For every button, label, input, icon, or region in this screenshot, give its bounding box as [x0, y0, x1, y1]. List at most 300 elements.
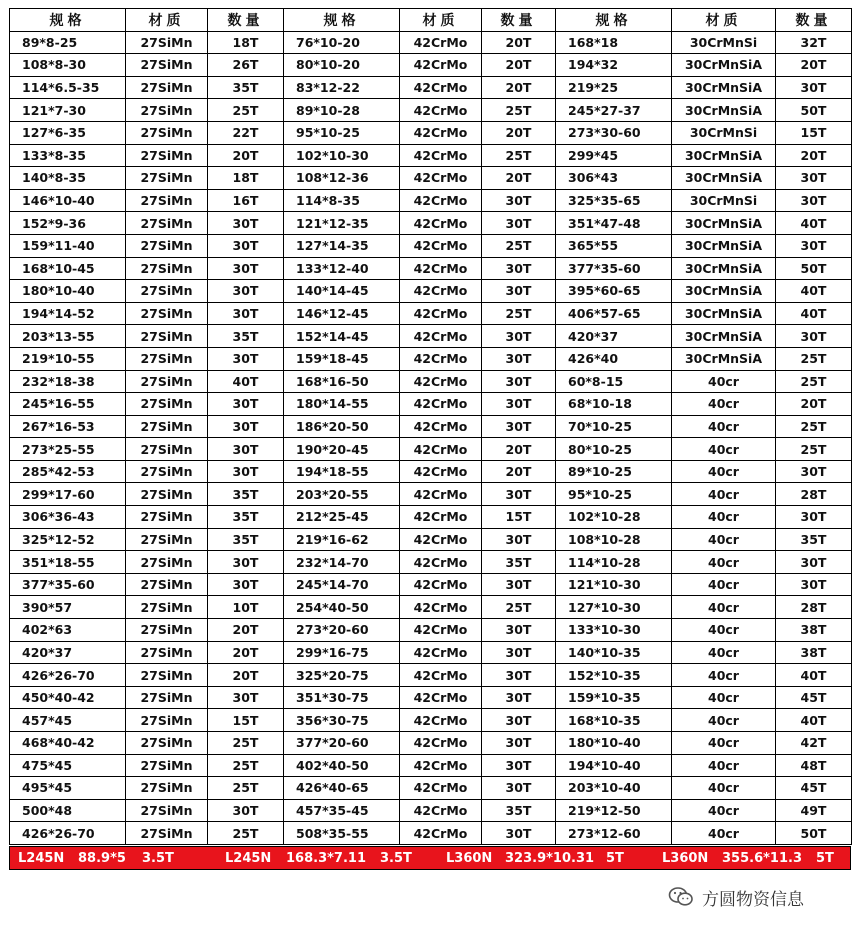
- footer-qty: 5T: [606, 851, 624, 866]
- cell-material: 40cr: [672, 641, 776, 664]
- header-spec: 规格: [556, 9, 672, 32]
- cell-quantity: 20T: [482, 121, 556, 144]
- cell-material: 30CrMnSiA: [672, 325, 776, 348]
- cell-quantity: 30T: [208, 799, 284, 822]
- cell-quantity: 30T: [208, 686, 284, 709]
- cell-material: 27SiMn: [126, 257, 208, 280]
- cell-quantity: 15T: [776, 121, 852, 144]
- cell-material: 40cr: [672, 551, 776, 574]
- cell-spec: 70*10-25: [556, 415, 672, 438]
- cell-spec: 102*10-30: [284, 144, 400, 167]
- cell-quantity: 30T: [482, 709, 556, 732]
- cell-quantity: 20T: [776, 54, 852, 77]
- cell-quantity: 50T: [776, 257, 852, 280]
- cell-material: 42CrMo: [400, 99, 482, 122]
- cell-spec: 351*47-48: [556, 212, 672, 235]
- cell-material: 27SiMn: [126, 709, 208, 732]
- cell-spec: 180*10-40: [10, 280, 126, 303]
- header-material: 材质: [672, 9, 776, 32]
- cell-quantity: 20T: [482, 31, 556, 54]
- table-row: [10, 189, 852, 212]
- cell-material: 42CrMo: [400, 664, 482, 687]
- cell-spec: 390*57: [10, 596, 126, 619]
- cell-quantity: 25T: [482, 144, 556, 167]
- cell-material: 27SiMn: [126, 325, 208, 348]
- cell-quantity: 38T: [776, 641, 852, 664]
- cell-material: 27SiMn: [126, 641, 208, 664]
- table-row: [10, 212, 852, 235]
- cell-material: 42CrMo: [400, 596, 482, 619]
- cell-material: 42CrMo: [400, 370, 482, 393]
- cell-material: 42CrMo: [400, 573, 482, 596]
- cell-spec: 168*10-35: [556, 709, 672, 732]
- cell-spec: 232*14-70: [284, 551, 400, 574]
- cell-spec: 267*16-53: [10, 415, 126, 438]
- cell-quantity: 18T: [208, 167, 284, 190]
- cell-spec: 273*12-60: [556, 822, 672, 845]
- cell-quantity: 35T: [776, 528, 852, 551]
- cell-spec: 89*10-28: [284, 99, 400, 122]
- cell-quantity: 30T: [482, 370, 556, 393]
- cell-spec: 127*6-35: [10, 121, 126, 144]
- cell-material: 40cr: [672, 415, 776, 438]
- table-row: [10, 799, 852, 822]
- cell-material: 27SiMn: [126, 506, 208, 529]
- cell-quantity: 30T: [482, 686, 556, 709]
- cell-spec: 426*40-65: [284, 777, 400, 800]
- cell-material: 42CrMo: [400, 551, 482, 574]
- cell-material: 42CrMo: [400, 686, 482, 709]
- cell-material: 27SiMn: [126, 121, 208, 144]
- footer-qty: 3.5T: [142, 851, 174, 866]
- cell-quantity: 35T: [208, 76, 284, 99]
- cell-quantity: 15T: [482, 506, 556, 529]
- footer-spec: 323.9*10.31: [505, 851, 595, 866]
- cell-material: 40cr: [672, 370, 776, 393]
- cell-spec: 325*35-65: [556, 189, 672, 212]
- table-row: [10, 347, 852, 370]
- cell-material: 30CrMnSi: [672, 31, 776, 54]
- cell-material: 40cr: [672, 438, 776, 461]
- cell-quantity: 25T: [208, 777, 284, 800]
- footer-grade: L245N: [225, 851, 272, 866]
- cell-spec: 108*8-30: [10, 54, 126, 77]
- cell-quantity: 15T: [208, 709, 284, 732]
- cell-spec: 219*25: [556, 76, 672, 99]
- cell-spec: 68*10-18: [556, 393, 672, 416]
- table-row: [10, 506, 852, 529]
- cell-quantity: 20T: [482, 54, 556, 77]
- cell-quantity: 25T: [482, 234, 556, 257]
- cell-quantity: 20T: [482, 76, 556, 99]
- cell-quantity: 35T: [208, 528, 284, 551]
- cell-spec: 402*40-50: [284, 754, 400, 777]
- cell-spec: 426*40: [556, 347, 672, 370]
- cell-quantity: 25T: [776, 370, 852, 393]
- cell-material: 42CrMo: [400, 528, 482, 551]
- cell-quantity: 25T: [208, 822, 284, 845]
- cell-quantity: 30T: [208, 551, 284, 574]
- cell-quantity: 30T: [482, 754, 556, 777]
- cell-material: 30CrMnSiA: [672, 167, 776, 190]
- cell-material: 42CrMo: [400, 76, 482, 99]
- cell-spec: 159*10-35: [556, 686, 672, 709]
- cell-spec: 133*8-35: [10, 144, 126, 167]
- cell-spec: 127*10-30: [556, 596, 672, 619]
- cell-material: 42CrMo: [400, 415, 482, 438]
- cell-quantity: 30T: [482, 641, 556, 664]
- cell-spec: 102*10-28: [556, 506, 672, 529]
- watermark: [668, 884, 804, 910]
- cell-quantity: 20T: [482, 460, 556, 483]
- cell-spec: 194*10-40: [556, 754, 672, 777]
- cell-spec: 377*35-60: [10, 573, 126, 596]
- cell-quantity: 30T: [482, 280, 556, 303]
- table-row: [10, 664, 852, 687]
- cell-quantity: 10T: [208, 596, 284, 619]
- cell-material: 27SiMn: [126, 460, 208, 483]
- cell-spec: 83*12-22: [284, 76, 400, 99]
- cell-spec: 140*14-45: [284, 280, 400, 303]
- cell-material: 30CrMnSi: [672, 189, 776, 212]
- cell-quantity: 20T: [482, 167, 556, 190]
- cell-material: 40cr: [672, 483, 776, 506]
- cell-quantity: 45T: [776, 777, 852, 800]
- cell-quantity: 30T: [482, 732, 556, 755]
- cell-quantity: 30T: [776, 76, 852, 99]
- footer-grade: L360N: [662, 851, 709, 866]
- cell-material: 27SiMn: [126, 347, 208, 370]
- cell-material: 27SiMn: [126, 212, 208, 235]
- cell-material: 42CrMo: [400, 754, 482, 777]
- table-row: [10, 777, 852, 800]
- cell-quantity: 30T: [482, 189, 556, 212]
- cell-material: 42CrMo: [400, 506, 482, 529]
- cell-material: 27SiMn: [126, 76, 208, 99]
- cell-quantity: 20T: [208, 664, 284, 687]
- cell-material: 42CrMo: [400, 799, 482, 822]
- cell-spec: 245*16-55: [10, 393, 126, 416]
- cell-quantity: 30T: [208, 415, 284, 438]
- footer-spec: 355.6*11.3: [722, 851, 802, 866]
- cell-spec: 108*10-28: [556, 528, 672, 551]
- cell-quantity: 30T: [208, 573, 284, 596]
- table-row: [10, 76, 852, 99]
- cell-quantity: 30T: [776, 460, 852, 483]
- cell-material: 27SiMn: [126, 234, 208, 257]
- cell-quantity: 38T: [776, 619, 852, 642]
- header-row: [10, 9, 852, 32]
- cell-spec: 219*12-50: [556, 799, 672, 822]
- cell-quantity: 30T: [482, 573, 556, 596]
- cell-spec: 194*32: [556, 54, 672, 77]
- table-body: [10, 31, 852, 844]
- cell-spec: 152*10-35: [556, 664, 672, 687]
- table-row: [10, 709, 852, 732]
- cell-spec: 402*63: [10, 619, 126, 642]
- cell-material: 30CrMnSiA: [672, 99, 776, 122]
- cell-material: 42CrMo: [400, 777, 482, 800]
- cell-quantity: 18T: [208, 31, 284, 54]
- cell-spec: 306*36-43: [10, 506, 126, 529]
- footer-highlight-bar: [9, 846, 851, 870]
- cell-material: 40cr: [672, 709, 776, 732]
- cell-material: 30CrMnSiA: [672, 76, 776, 99]
- cell-quantity: 25T: [482, 99, 556, 122]
- cell-material: 40cr: [672, 460, 776, 483]
- cell-quantity: 30T: [776, 234, 852, 257]
- cell-spec: 356*30-75: [284, 709, 400, 732]
- cell-quantity: 25T: [776, 347, 852, 370]
- cell-quantity: 30T: [776, 167, 852, 190]
- cell-material: 27SiMn: [126, 393, 208, 416]
- cell-quantity: 40T: [776, 664, 852, 687]
- cell-material: 30CrMnSiA: [672, 280, 776, 303]
- cell-spec: 273*20-60: [284, 619, 400, 642]
- cell-spec: 180*14-55: [284, 393, 400, 416]
- cell-spec: 468*40-42: [10, 732, 126, 755]
- cell-material: 40cr: [672, 619, 776, 642]
- cell-material: 42CrMo: [400, 212, 482, 235]
- cell-quantity: 30T: [208, 438, 284, 461]
- cell-quantity: 22T: [208, 121, 284, 144]
- cell-quantity: 30T: [482, 822, 556, 845]
- cell-spec: 254*40-50: [284, 596, 400, 619]
- cell-quantity: 20T: [208, 641, 284, 664]
- table-row: [10, 280, 852, 303]
- cell-material: 27SiMn: [126, 573, 208, 596]
- cell-quantity: 30T: [208, 460, 284, 483]
- cell-spec: 475*45: [10, 754, 126, 777]
- cell-material: 27SiMn: [126, 144, 208, 167]
- cell-material: 27SiMn: [126, 754, 208, 777]
- cell-spec: 80*10-20: [284, 54, 400, 77]
- cell-quantity: 25T: [208, 99, 284, 122]
- cell-quantity: 20T: [776, 393, 852, 416]
- cell-material: 40cr: [672, 573, 776, 596]
- cell-quantity: 30T: [208, 393, 284, 416]
- cell-material: 42CrMo: [400, 234, 482, 257]
- cell-spec: 457*45: [10, 709, 126, 732]
- cell-material: 42CrMo: [400, 641, 482, 664]
- cell-quantity: 25T: [482, 302, 556, 325]
- cell-spec: 426*26-70: [10, 822, 126, 845]
- cell-spec: 114*8-35: [284, 189, 400, 212]
- cell-spec: 190*20-45: [284, 438, 400, 461]
- cell-spec: 420*37: [10, 641, 126, 664]
- table-row: [10, 302, 852, 325]
- cell-material: 40cr: [672, 732, 776, 755]
- cell-spec: 495*45: [10, 777, 126, 800]
- cell-spec: 80*10-25: [556, 438, 672, 461]
- cell-material: 42CrMo: [400, 438, 482, 461]
- cell-spec: 299*16-75: [284, 641, 400, 664]
- cell-material: 42CrMo: [400, 121, 482, 144]
- cell-quantity: 30T: [776, 551, 852, 574]
- cell-quantity: 30T: [208, 234, 284, 257]
- cell-spec: 245*27-37: [556, 99, 672, 122]
- table-row: [10, 99, 852, 122]
- table-row: [10, 415, 852, 438]
- table-row: [10, 822, 852, 845]
- header-material: 材质: [126, 9, 208, 32]
- watermark-text: 方圆物资信息: [702, 889, 804, 910]
- cell-quantity: 30T: [482, 415, 556, 438]
- table-row: [10, 257, 852, 280]
- cell-quantity: 30T: [208, 212, 284, 235]
- cell-material: 27SiMn: [126, 31, 208, 54]
- cell-quantity: 30T: [776, 325, 852, 348]
- table-row: [10, 686, 852, 709]
- cell-spec: 146*10-40: [10, 189, 126, 212]
- cell-quantity: 35T: [208, 483, 284, 506]
- cell-material: 42CrMo: [400, 54, 482, 77]
- cell-spec: 133*10-30: [556, 619, 672, 642]
- table-row: [10, 167, 852, 190]
- cell-material: 27SiMn: [126, 438, 208, 461]
- cell-material: 27SiMn: [126, 686, 208, 709]
- cell-quantity: 35T: [482, 799, 556, 822]
- inventory-sheet: [9, 8, 851, 845]
- cell-material: 27SiMn: [126, 619, 208, 642]
- cell-spec: 406*57-65: [556, 302, 672, 325]
- cell-material: 27SiMn: [126, 167, 208, 190]
- cell-spec: 159*18-45: [284, 347, 400, 370]
- cell-spec: 95*10-25: [284, 121, 400, 144]
- table-row: [10, 619, 852, 642]
- cell-material: 42CrMo: [400, 325, 482, 348]
- cell-material: 30CrMnSiA: [672, 257, 776, 280]
- cell-material: 42CrMo: [400, 732, 482, 755]
- cell-quantity: 28T: [776, 483, 852, 506]
- cell-material: 27SiMn: [126, 777, 208, 800]
- cell-spec: 152*14-45: [284, 325, 400, 348]
- cell-quantity: 30T: [482, 325, 556, 348]
- footer-qty: 3.5T: [380, 851, 412, 866]
- cell-material: 30CrMnSi: [672, 121, 776, 144]
- cell-quantity: 30T: [482, 212, 556, 235]
- table-row: [10, 325, 852, 348]
- cell-spec: 450*40-42: [10, 686, 126, 709]
- header-quantity: 数量: [776, 9, 852, 32]
- cell-material: 30CrMnSiA: [672, 234, 776, 257]
- cell-quantity: 25T: [776, 438, 852, 461]
- cell-quantity: 30T: [482, 257, 556, 280]
- cell-quantity: 42T: [776, 732, 852, 755]
- cell-quantity: 26T: [208, 54, 284, 77]
- cell-quantity: 25T: [208, 732, 284, 755]
- cell-quantity: 35T: [208, 506, 284, 529]
- cell-quantity: 30T: [776, 573, 852, 596]
- cell-quantity: 35T: [208, 325, 284, 348]
- cell-material: 40cr: [672, 822, 776, 845]
- cell-spec: 351*30-75: [284, 686, 400, 709]
- cell-spec: 121*7-30: [10, 99, 126, 122]
- cell-quantity: 30T: [776, 189, 852, 212]
- cell-spec: 351*18-55: [10, 551, 126, 574]
- cell-spec: 76*10-20: [284, 31, 400, 54]
- cell-spec: 212*25-45: [284, 506, 400, 529]
- cell-quantity: 30T: [482, 664, 556, 687]
- cell-spec: 140*10-35: [556, 641, 672, 664]
- header-quantity: 数量: [482, 9, 556, 32]
- cell-spec: 219*16-62: [284, 528, 400, 551]
- cell-quantity: 25T: [482, 596, 556, 619]
- cell-quantity: 30T: [208, 280, 284, 303]
- table-row: [10, 438, 852, 461]
- cell-spec: 457*35-45: [284, 799, 400, 822]
- cell-quantity: 40T: [776, 280, 852, 303]
- cell-quantity: 50T: [776, 99, 852, 122]
- cell-material: 42CrMo: [400, 483, 482, 506]
- cell-quantity: 40T: [208, 370, 284, 393]
- footer-spec: 168.3*7.11: [286, 851, 366, 866]
- cell-spec: 500*48: [10, 799, 126, 822]
- cell-spec: 140*8-35: [10, 167, 126, 190]
- cell-quantity: 28T: [776, 596, 852, 619]
- cell-quantity: 30T: [208, 257, 284, 280]
- cell-spec: 60*8-15: [556, 370, 672, 393]
- cell-material: 42CrMo: [400, 280, 482, 303]
- cell-quantity: 40T: [776, 302, 852, 325]
- cell-material: 27SiMn: [126, 54, 208, 77]
- cell-spec: 95*10-25: [556, 483, 672, 506]
- cell-quantity: 40T: [776, 709, 852, 732]
- cell-material: 40cr: [672, 799, 776, 822]
- footer-qty: 5T: [816, 851, 834, 866]
- cell-material: 40cr: [672, 664, 776, 687]
- cell-spec: 114*6.5-35: [10, 76, 126, 99]
- cell-spec: 89*10-25: [556, 460, 672, 483]
- cell-quantity: 20T: [776, 144, 852, 167]
- cell-material: 42CrMo: [400, 347, 482, 370]
- cell-quantity: 25T: [776, 415, 852, 438]
- cell-spec: 395*60-65: [556, 280, 672, 303]
- cell-quantity: 30T: [482, 483, 556, 506]
- table-row: [10, 121, 852, 144]
- cell-material: 42CrMo: [400, 144, 482, 167]
- cell-spec: 121*10-30: [556, 573, 672, 596]
- cell-spec: 186*20-50: [284, 415, 400, 438]
- table-row: [10, 234, 852, 257]
- cell-material: 27SiMn: [126, 415, 208, 438]
- cell-spec: 232*18-38: [10, 370, 126, 393]
- table-row: [10, 754, 852, 777]
- cell-spec: 89*8-25: [10, 31, 126, 54]
- cell-material: 27SiMn: [126, 822, 208, 845]
- cell-spec: 108*12-36: [284, 167, 400, 190]
- table-row: [10, 641, 852, 664]
- cell-material: 42CrMo: [400, 822, 482, 845]
- cell-spec: 325*12-52: [10, 528, 126, 551]
- cell-spec: 219*10-55: [10, 347, 126, 370]
- cell-spec: 426*26-70: [10, 664, 126, 687]
- cell-spec: 133*12-40: [284, 257, 400, 280]
- cell-spec: 377*20-60: [284, 732, 400, 755]
- cell-quantity: 16T: [208, 189, 284, 212]
- cell-quantity: 20T: [208, 619, 284, 642]
- cell-material: 42CrMo: [400, 31, 482, 54]
- cell-material: 40cr: [672, 686, 776, 709]
- cell-quantity: 30T: [208, 347, 284, 370]
- cell-material: 40cr: [672, 596, 776, 619]
- footer-spec: 88.9*5: [78, 851, 126, 866]
- cell-material: 27SiMn: [126, 189, 208, 212]
- cell-spec: 420*37: [556, 325, 672, 348]
- header-spec: 规格: [284, 9, 400, 32]
- cell-material: 30CrMnSiA: [672, 212, 776, 235]
- table-row: [10, 31, 852, 54]
